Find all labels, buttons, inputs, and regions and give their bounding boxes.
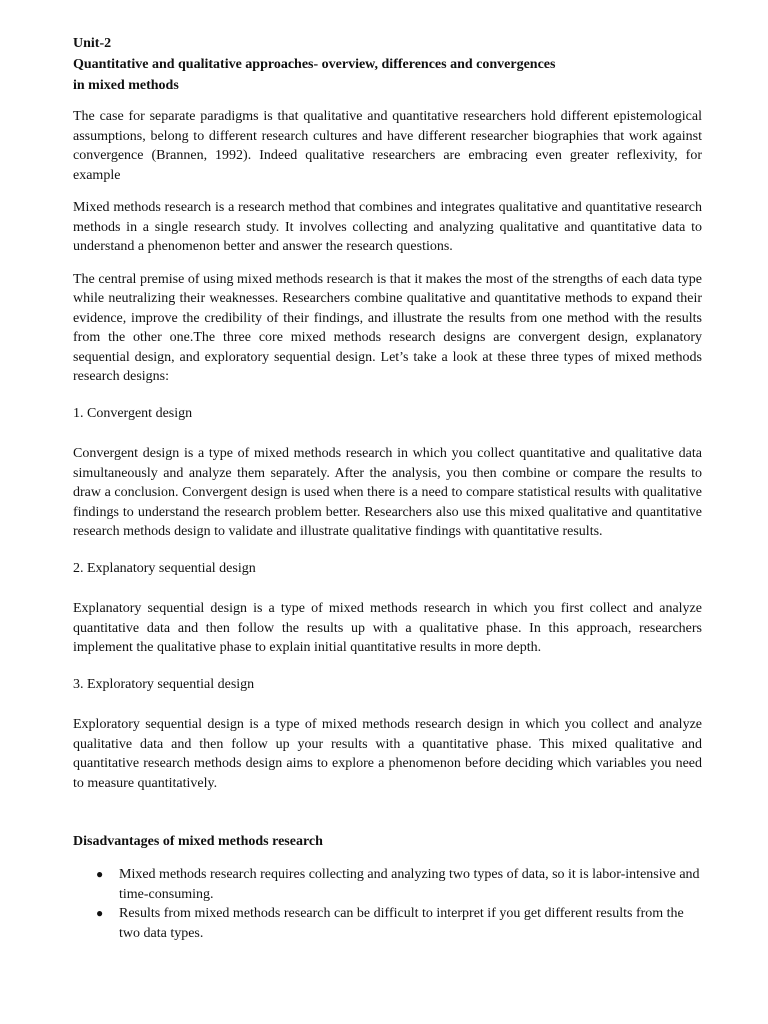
design-heading-convergent: 1. Convergent design [73, 405, 193, 421]
design-text-convergent: Convergent design is a type of mixed methods research in which you collect quantitative and qualitative data simultaneously and analyze them separately. After the analysis, you then combine or compare the results to draw a conclusion. Convergent design is used when there is a need to compare statistical results with qualitative findings to understand the research problem better. Researchers also use this mixed qualitative and quantitative research methods design to validate and illustrate qualitative findings with quantitative results. [73, 446, 702, 539]
title-line-2: in mixed methods [73, 78, 179, 93]
design-text-exploratory: Exploratory sequential design is a type of mixed methods research design in which you collect and analyze qualitative data and then follow up your results with a quantitative phase. This mixed qualitative and quantitative research methods design aims to explore a phenomenon before deciding which variables you need to measure quantitatively. [73, 717, 702, 791]
bullet-icon: ● [96, 867, 104, 881]
disadvantages-heading: Disadvantages of mixed methods research [73, 834, 323, 849]
list-item [73, 904, 702, 943]
paragraph-separate-paradigms: The case for separate paradigms is that qualitative and quantitative researchers hold different epistemological assumptions, belong to different research cultures and have different researcher biographies that work against convergence (Brannen, 1992). Indeed qualitative researchers are embracing even greater reflexivity, for example [73, 109, 702, 183]
disadvantages-list [73, 865, 702, 943]
paragraph-mixed-methods-definition: Mixed methods research is a research method that combines and integrates qualitative and quantitative research methods in a single research study. It involves collecting and analyzing qualitative and quantitative data to understand a phenomenon better and answer the research questions. [73, 200, 702, 254]
design-text-explanatory: Explanatory sequential design is a type of mixed methods research in which you first collect and analyze quantitative data and then follow the results up with a qualitative phase. In this approach, researchers implement the qualitative phase to explain initial quantitative results in more depth. [73, 601, 702, 655]
unit-label: Unit-2 [73, 36, 112, 51]
design-heading-exploratory: 3. Exploratory sequential design [73, 676, 255, 692]
list-item-text: Results from mixed methods research can be difficult to interpret if you get different results from the two data types. [119, 906, 684, 941]
design-heading-explanatory: 2. Explanatory sequential design [73, 560, 256, 576]
document-body [73, 33, 702, 943]
paragraph-central-premise: The central premise of using mixed methods research is that it makes the most of the strengths of each data type while neutralizing their weaknesses. Researchers combine qualitative and quantitative methods to expand their evidence, improve the credibility of their findings, and illustrate the results from one method with the results from the other one.The three core mixed methods research designs are convergent design, explanatory sequential design, and exploratory sequential design. Let’s take a look at these three types of mixed methods research designs: [73, 271, 702, 384]
list-item [73, 865, 702, 904]
list-item-text: Mixed methods research requires collecting and analyzing two types of data, so it is labor-intensive and time-consuming. [119, 867, 700, 902]
bullet-icon: ● [96, 906, 104, 920]
title-line-1: Quantitative and qualitative approaches- overview, differences and convergences [73, 57, 556, 72]
